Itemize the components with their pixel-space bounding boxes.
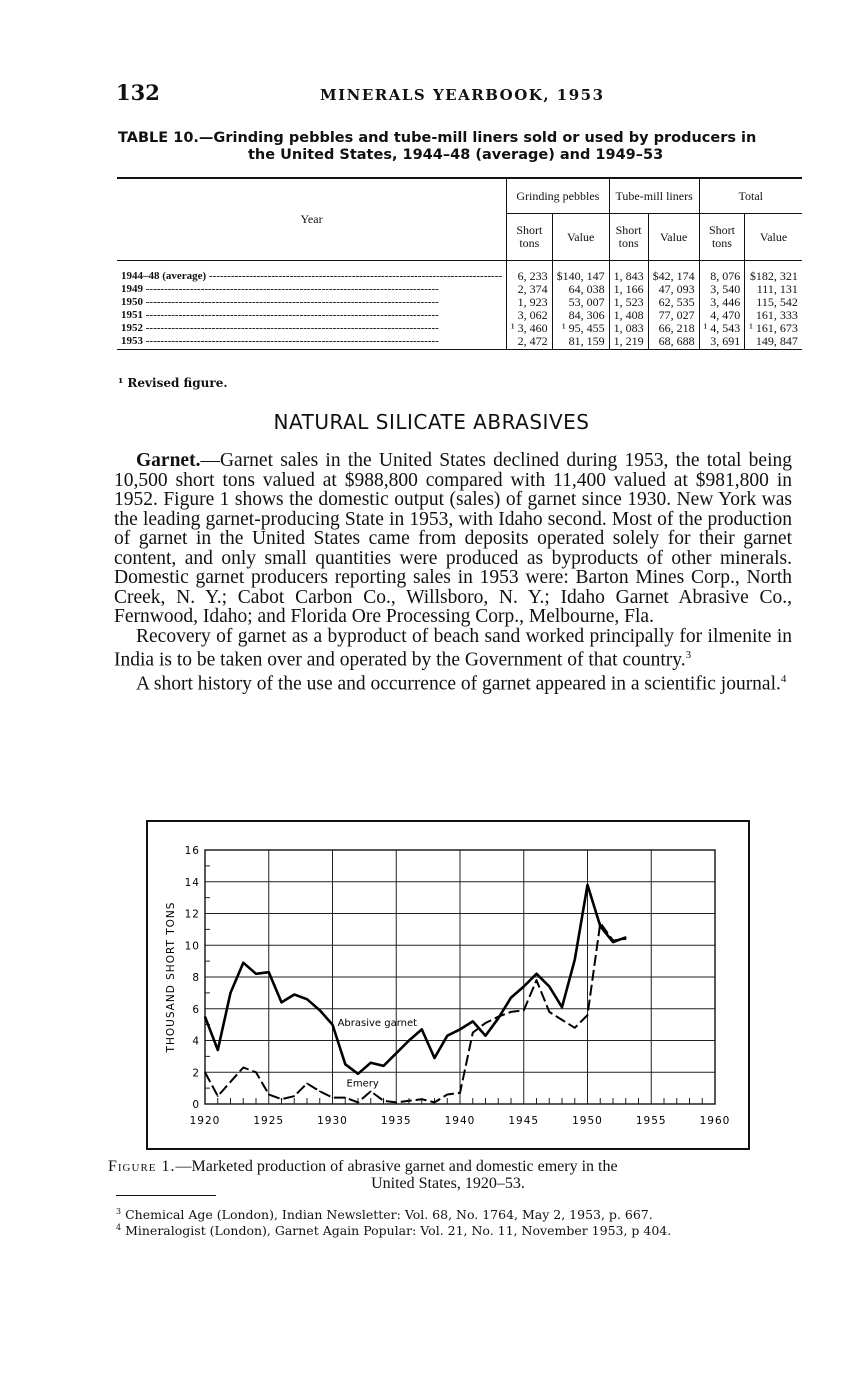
table-cell: ¹ 3, 460	[507, 323, 553, 336]
data-point-abrasive-garnet	[587, 884, 589, 886]
table-cell: 53, 007	[552, 297, 609, 310]
table-caption	[118, 130, 798, 164]
leader-dots: --------------------------------------------------------------------------------	[143, 310, 439, 321]
data-point-abrasive-garnet	[446, 1035, 448, 1037]
data-point-abrasive-garnet	[548, 986, 550, 988]
subcol-header: Short tons	[507, 214, 553, 261]
row-year	[117, 261, 507, 285]
x-tick-label: 1935	[380, 1115, 412, 1127]
data-point-abrasive-garnet	[306, 998, 308, 1000]
table-cell: 1, 923	[507, 297, 553, 310]
col-header-year: Year	[117, 178, 507, 261]
table-row	[117, 310, 802, 323]
row-year	[117, 336, 507, 350]
data-point-abrasive-garnet	[408, 1040, 410, 1042]
table-caption-line-1: TABLE 10.—Grinding pebbles and tube-mill liners sold or used by producers in	[118, 130, 757, 146]
data-point-emery	[510, 1011, 512, 1013]
data-point-abrasive-garnet	[230, 992, 232, 994]
leader-dots: --------------------------------------------------------------------------------	[206, 270, 503, 282]
data-point-emery	[625, 938, 627, 940]
table-cell: 81, 159	[552, 336, 609, 350]
table-cell: 77, 027	[648, 310, 699, 323]
page-number: 132	[116, 80, 160, 105]
group-header-total: Total	[699, 178, 802, 214]
table-cell: 1, 523	[609, 297, 648, 310]
row-year-text: 1951	[121, 310, 143, 321]
data-point-emery	[523, 1010, 525, 1012]
row-year	[117, 284, 507, 297]
data-point-emery	[587, 1014, 589, 1016]
table-cell: 149, 847	[755, 334, 798, 348]
subcol-header: Short tons	[699, 214, 745, 261]
figure-label: Figure 1.	[108, 1158, 176, 1175]
line-chart	[148, 822, 748, 1148]
data-point-abrasive-garnet	[319, 1010, 321, 1012]
data-point-emery	[574, 1027, 576, 1029]
row-year-text: 1952	[121, 323, 143, 334]
table-cell: $140, 147	[552, 261, 609, 285]
table-row	[117, 261, 802, 285]
table-cell: ¹ 95, 455	[552, 323, 609, 336]
table-cell: 115, 542	[756, 295, 798, 309]
data-point-emery	[281, 1098, 283, 1100]
paragraph	[114, 627, 792, 671]
y-tick-label: 0	[192, 1099, 200, 1111]
table-cell: 111, 131	[756, 282, 798, 296]
footnote-text: Chemical Age (London), Indian Newsletter: Vol. 68, No. 1764, May 2, 1953, p. 667.	[125, 1207, 653, 1223]
table-cell: 47, 093	[648, 284, 699, 297]
table-cell: 64, 038	[552, 284, 609, 297]
data-point-emery	[548, 1011, 550, 1013]
table-cell: 3, 062	[507, 310, 553, 323]
series-line-emery	[205, 923, 626, 1102]
paragraph-text: Recovery of garnet as a byproduct of beach sand worked principally for ilmenite in India is to be taken over and operated by the Government of that country.	[114, 625, 792, 671]
data-point-emery	[395, 1102, 397, 1104]
paragraph-text: —Garnet sales in the United States declined during 1953, the total being 10,500 short tons valued at $988,800 compared with 11,400 valued at $981,800 in 1952. Figure 1 shows the domestic output (sales) of garnet since 1930. New York was the leading garnet-producing State in 1953, with Idaho second. Most of the production of garnet in the United States came from deposits operated solely for their garnet content, and only small quantities were produced as byproducts of other minerals. Domestic garnet producers reporting sales in 1953 were: Barton Mines Corp., North Creek, N. Y.; Cabot Carbon Co., Willsboro, N. Y.; Idaho Garnet Abrasive Co., Fernwood, Idaho; and Florida Ore Processing Corp., Melbourne, Fla.	[114, 450, 792, 627]
paragraph	[114, 670, 792, 694]
table-cell: 6, 233	[507, 261, 553, 285]
data-point-abrasive-garnet	[421, 1029, 423, 1031]
section-heading: NATURAL SILICATE ABRASIVES	[273, 410, 590, 434]
data-point-abrasive-garnet	[344, 1064, 346, 1066]
series-label-emery: Emery	[346, 1078, 379, 1090]
table-footnote: ¹ Revised figure.	[118, 376, 228, 390]
data-point-abrasive-garnet	[255, 973, 257, 975]
paragraph	[114, 451, 792, 627]
data-point-emery	[293, 1095, 295, 1097]
data-point-abrasive-garnet	[217, 1049, 219, 1051]
data-point-emery	[561, 1019, 563, 1021]
subcol-header: Value	[552, 214, 609, 261]
body-text	[114, 451, 792, 694]
data-point-abrasive-garnet	[574, 959, 576, 961]
data-point-emery	[230, 1081, 232, 1083]
data-point-emery	[434, 1102, 436, 1104]
subcol-header: Value	[745, 214, 802, 261]
row-year	[117, 310, 507, 323]
data-point-emery	[268, 1094, 270, 1096]
data-point-emery	[344, 1097, 346, 1099]
y-tick-label: 10	[184, 940, 200, 953]
subcol-header: Short tons	[609, 214, 648, 261]
table-cell: 62, 535	[648, 297, 699, 310]
data-point-emery	[485, 1022, 487, 1024]
data-point-emery	[332, 1097, 334, 1099]
y-tick-label: 2	[192, 1067, 200, 1080]
data-point-abrasive-garnet	[510, 997, 512, 999]
data-point-emery	[421, 1098, 423, 1100]
row-year	[117, 297, 507, 310]
table-row	[117, 297, 802, 310]
x-tick-label: 1950	[572, 1115, 603, 1127]
table-cell: 3, 691	[699, 336, 745, 350]
data-point-emery	[612, 940, 614, 942]
table-caption-line-2: the United States, 1944–48 (average) and 1949–53	[248, 147, 664, 163]
y-tick-label: 14	[184, 876, 200, 889]
data-point-emery	[383, 1100, 385, 1102]
table-cell: 161, 333	[755, 308, 798, 322]
table-cell: 66, 218	[648, 323, 699, 336]
table-cell: 1, 166	[609, 284, 648, 297]
x-tick-labels	[190, 1115, 731, 1127]
y-tick-labels	[185, 845, 200, 1111]
leader-dots: --------------------------------------------------------------------------------	[143, 284, 439, 295]
chart-grid	[205, 850, 715, 1104]
paragraph-text: A short history of the use and occurrence of garnet appeared in a scientific journal.	[136, 673, 781, 695]
data-point-abrasive-garnet	[383, 1065, 385, 1067]
data-point-abrasive-garnet	[561, 1006, 563, 1008]
footnote-ref: 4	[780, 673, 787, 685]
data-point-emery	[599, 922, 601, 924]
group-header-tube-mill-liners: Tube-mill liners	[609, 178, 699, 214]
data-point-abrasive-garnet	[459, 1029, 461, 1031]
footnote-ref: 3	[685, 649, 692, 661]
table-cell: 3, 540	[699, 284, 745, 297]
row-year-text: 1950	[121, 297, 143, 308]
data-point-abrasive-garnet	[268, 971, 270, 973]
y-tick-label: 6	[192, 1003, 200, 1016]
table-body	[117, 261, 802, 350]
x-tick-label: 1940	[444, 1115, 476, 1127]
data-point-emery	[446, 1094, 448, 1096]
data-point-abrasive-garnet	[497, 1017, 499, 1019]
x-tick-label: 1945	[508, 1115, 540, 1127]
figure-caption	[108, 1158, 788, 1192]
leader-dots: --------------------------------------------------------------------------------	[143, 297, 439, 308]
data-point-emery	[204, 1071, 206, 1073]
running-header	[116, 80, 796, 110]
data-point-abrasive-garnet	[472, 1021, 474, 1023]
y-tick-label: 8	[192, 972, 200, 984]
subcol-header: Value	[648, 214, 699, 261]
footnote-text: Mineralogist (London), Garnet Again Popular: Vol. 21, No. 11, November 1953, p 404.	[125, 1223, 672, 1239]
series-label-abrasive-garnet: Abrasive garnet	[337, 1018, 418, 1030]
x-tick-label: 1925	[253, 1115, 285, 1127]
leader-dots: --------------------------------------------------------------------------------	[143, 336, 439, 347]
table-cell: 84, 306	[552, 310, 609, 323]
x-tick-label: 1960	[699, 1115, 731, 1127]
x-tick-label: 1920	[189, 1115, 221, 1127]
data-point-emery	[370, 1091, 372, 1093]
data-point-abrasive-garnet	[612, 941, 614, 943]
x-tick-label: 1930	[317, 1115, 348, 1127]
table-cell: ¹ 4, 543	[699, 323, 745, 336]
table-cell: 8, 076	[699, 261, 745, 285]
running-title: MINERALS YEARBOOK, 1953	[320, 86, 605, 104]
footnote	[116, 1221, 796, 1237]
row-year-text: 1949	[121, 284, 143, 295]
table-cell: ¹ 161, 673	[749, 321, 798, 335]
group-header-grinding-pebbles: Grinding pebbles	[507, 178, 610, 214]
table-cell: 1, 408	[609, 310, 648, 323]
table-cell: 68, 688	[648, 336, 699, 350]
figure-frame	[146, 820, 750, 1150]
row-year-text: 1953	[121, 336, 143, 347]
data-point-emery	[472, 1032, 474, 1034]
data-point-abrasive-garnet	[536, 973, 538, 975]
data-point-abrasive-garnet	[293, 994, 295, 996]
leader-dots: --------------------------------------------------------------------------------	[143, 323, 439, 334]
data-table	[117, 177, 802, 350]
figure-caption-line-1: —Marketed production of abrasive garnet and domestic emery in the	[175, 1158, 618, 1175]
data-point-abrasive-garnet	[281, 1002, 283, 1004]
table-cell: $42, 174	[648, 261, 699, 285]
data-point-abrasive-garnet	[370, 1062, 372, 1064]
data-point-emery	[536, 979, 538, 981]
data-point-emery	[357, 1102, 359, 1104]
table-cell: 3, 446	[699, 297, 745, 310]
table-cell: 1, 083	[609, 323, 648, 336]
y-tick-label: 16	[184, 845, 200, 857]
table-row	[117, 284, 802, 297]
footnote-mark: 4	[116, 1223, 122, 1233]
y-tick-label: 4	[192, 1035, 200, 1048]
table-row	[117, 336, 802, 350]
table-cell: $182, 321	[749, 269, 798, 283]
data-point-abrasive-garnet	[599, 925, 601, 927]
data-point-abrasive-garnet	[625, 937, 627, 939]
data-point-abrasive-garnet	[204, 1016, 206, 1018]
table-cell: 4, 470	[699, 310, 745, 323]
footnote-rule	[116, 1195, 216, 1196]
data-point-emery	[408, 1100, 410, 1102]
table-cell: 2, 472	[507, 336, 553, 350]
row-year-text: 1944–48 (average)	[121, 270, 207, 282]
figure-caption-line-2: United States, 1920–53.	[371, 1175, 525, 1192]
data-point-emery	[255, 1071, 257, 1073]
data-point-abrasive-garnet	[485, 1035, 487, 1037]
data-point-abrasive-garnet	[523, 986, 525, 988]
data-point-emery	[459, 1092, 461, 1094]
footnote-mark: 3	[116, 1207, 122, 1216]
data-point-abrasive-garnet	[242, 962, 244, 964]
data-points	[204, 884, 626, 1103]
table-cell: 1, 219	[609, 336, 648, 350]
data-point-abrasive-garnet	[395, 1052, 397, 1054]
table-row	[117, 323, 802, 336]
data-point-emery	[217, 1095, 219, 1097]
footnote	[116, 1205, 796, 1221]
data-point-abrasive-garnet	[357, 1073, 359, 1075]
paragraph-lead: Garnet.	[136, 450, 201, 471]
x-tick-label: 1955	[635, 1115, 667, 1127]
data-point-emery	[319, 1091, 321, 1093]
footnotes	[116, 1205, 796, 1237]
table-cell: 2, 374	[507, 284, 553, 297]
data-point-emery	[306, 1083, 308, 1085]
table-cell: 1, 843	[609, 261, 648, 285]
y-axis-label: THOUSAND SHORT TONS	[165, 901, 177, 1053]
data-point-abrasive-garnet	[332, 1024, 334, 1026]
row-year	[117, 323, 507, 336]
y-tick-label: 12	[184, 908, 200, 921]
data-point-abrasive-garnet	[434, 1057, 436, 1059]
data-point-emery	[242, 1067, 244, 1069]
data-point-emery	[497, 1016, 499, 1018]
